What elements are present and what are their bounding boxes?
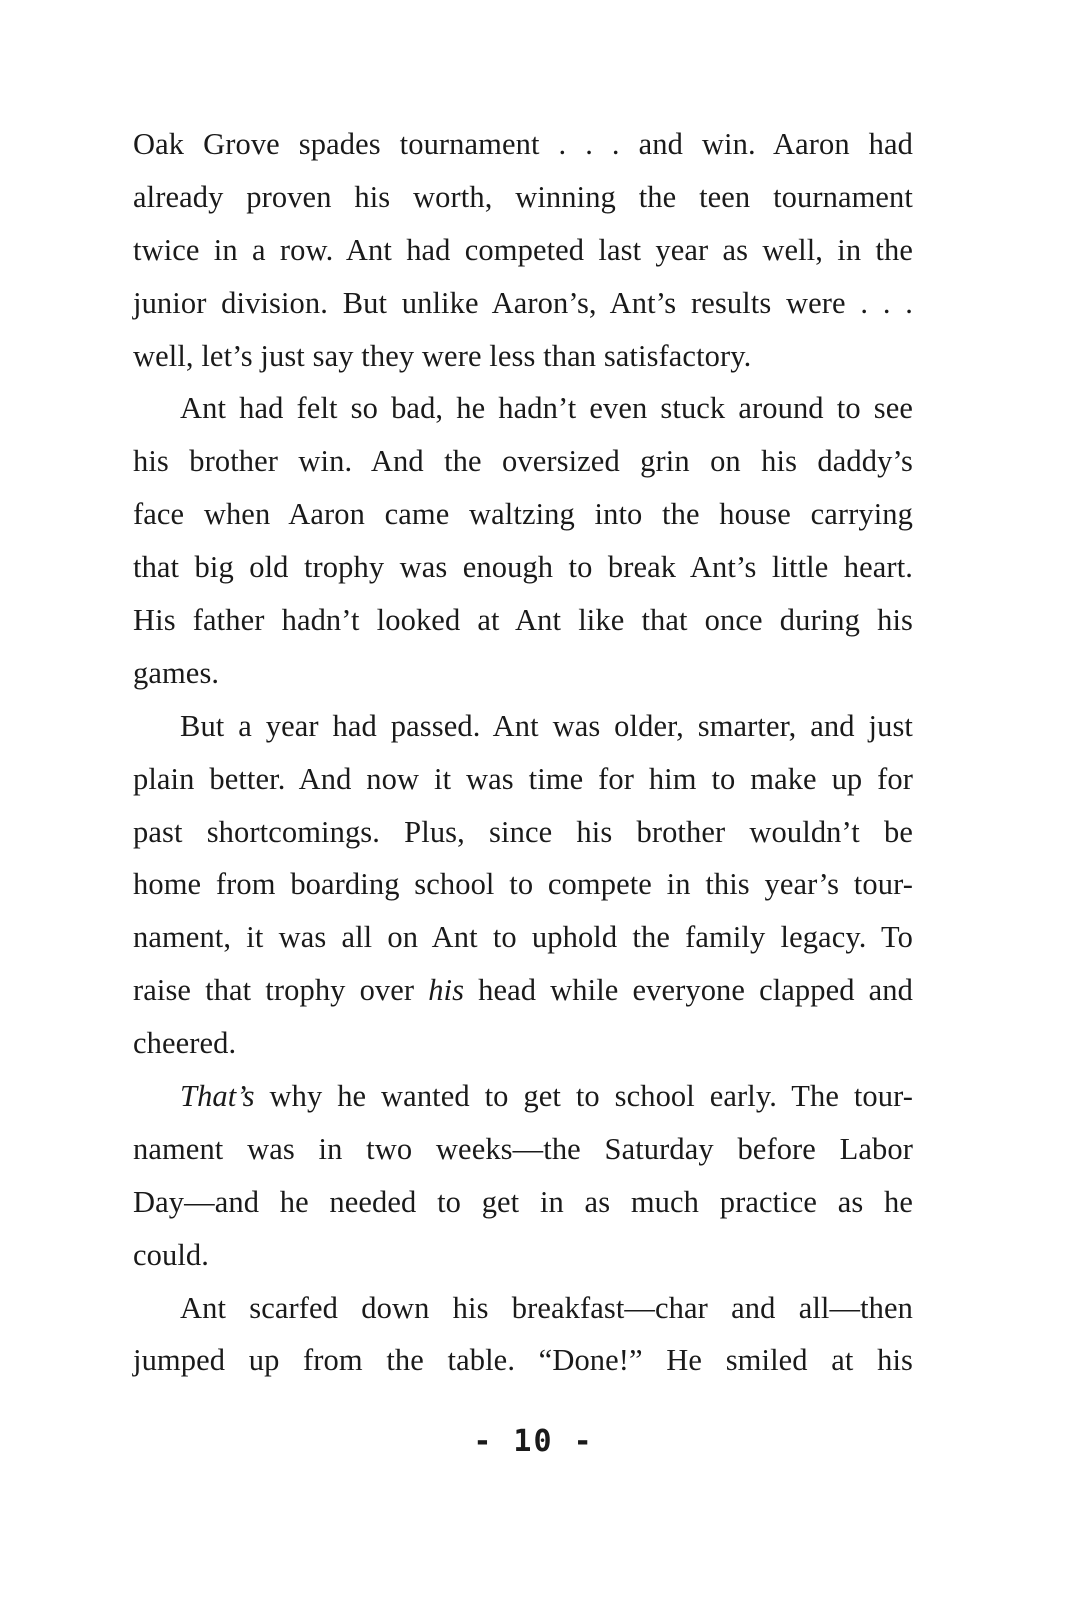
- page-body: [133, 118, 913, 1387]
- text-line: well, let’s just say they were less than satisfactory.: [133, 338, 752, 373]
- text-line: twice in a row. Ant had competed last year as well, in the: [133, 232, 913, 267]
- text-segment: raise that trophy over: [133, 973, 429, 1008]
- text-line: Ant had felt so bad, he hadn’t even stuck around to see: [180, 391, 913, 426]
- text-line: nament, it was all on Ant to uphold the family legacy. To: [133, 920, 913, 955]
- text-line: that big old trophy was enough to break Ant’s little heart.: [133, 550, 913, 585]
- text-line: [133, 1070, 913, 1123]
- text-line: his brother win. And the oversized grin on his daddy’s: [133, 444, 913, 479]
- text-line: face when Aaron came waltzing into the house carrying: [133, 497, 913, 532]
- text-line: Oak Grove spades tournament . . . and win. Aaron had: [133, 127, 913, 161]
- text-line: Day—and he needed to get in as much practice as he: [133, 1184, 913, 1219]
- text-line: Ant scarfed down his breakfast—char and all—then: [180, 1290, 913, 1325]
- text-line: But a year had passed. Ant was older, smarter, and just: [180, 708, 913, 743]
- text-line: plain better. And now it was time for him to make up for: [133, 761, 913, 796]
- page-number: - 10 -: [473, 1424, 594, 1459]
- text-line: already proven his worth, winning the teen tournament: [133, 179, 913, 214]
- text-line: [133, 964, 913, 1017]
- text-line: jumped up from the table. “Done!” He smiled at his: [133, 1343, 913, 1378]
- text-line: junior division. But unlike Aaron’s, Ant’s results were . . .: [133, 285, 913, 320]
- text-line: games.: [133, 655, 220, 690]
- text-line: nament was in two weeks—the Saturday before Labor: [133, 1131, 913, 1166]
- text-segment: head while everyone clapped and: [464, 973, 913, 1008]
- text-segment: why he wanted to get to school early. The tour-: [254, 1079, 913, 1114]
- italic-emphasis: his: [428, 973, 465, 1008]
- text-line: home from boarding school to compete in this year’s tour-: [133, 867, 913, 902]
- text-line: could.: [133, 1237, 209, 1272]
- italic-emphasis: That’s: [180, 1079, 255, 1114]
- text-line: His father hadn’t looked at Ant like that once during his: [133, 603, 913, 638]
- text-line: past shortcomings. Plus, since his brother wouldn’t be: [133, 814, 913, 849]
- text-line: cheered.: [133, 1026, 237, 1061]
